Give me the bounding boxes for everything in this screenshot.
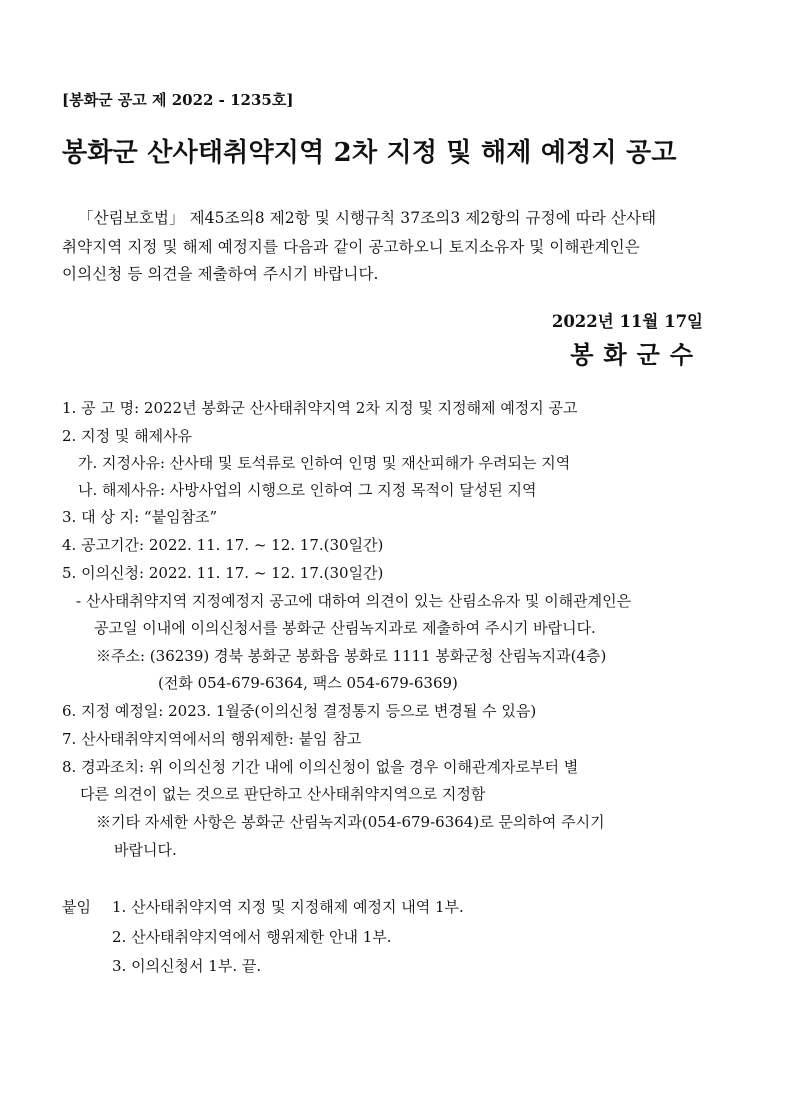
issuer-name: 봉화군수 xyxy=(570,340,703,369)
item-2-designation-reason: 가. 지정사유: 산사태 및 토석류로 인하여 인명 및 재산피해가 우려되는 지역 xyxy=(78,454,571,472)
item-5-detail: - 산사태취약지역 지정예정지 공고에 대하여 의견이 있는 산림소유자 및 이해관계인은 xyxy=(76,592,632,610)
item-5-detail: 공고일 이내에 이의신청서를 봉화군 산림녹지과로 제출하여 주시기 바랍니다. xyxy=(94,619,596,637)
item-2-reason: 2. 지정 및 해제사유 xyxy=(62,427,193,445)
notice-date: 2022년 11월 17일 xyxy=(551,312,703,331)
item-5-objection: 5. 이의신청: 2022. 11. 17. ~ 12. 17.(30일간) xyxy=(62,564,384,582)
intro-line: 취약지역 지정 및 해제 예정지를 다음과 같이 공고하오니 토지소유자 및 이해관계인은 xyxy=(62,238,640,256)
item-5-address: ※주소: (36239) 경북 봉화군 봉화읍 봉화로 1111 봉화군청 산림녹지과(4층) xyxy=(96,647,607,665)
intro-line: 이의신청 등 의견을 제출하여 주시기 바랍니다. xyxy=(62,265,379,283)
item-8-inquiry-cont: 바랍니다. xyxy=(114,841,177,859)
item-8-transition: 8. 경과조치: 위 이의신청 기간 내에 이의신청이 없을 경우 이해관계자로부터 별 xyxy=(62,758,579,776)
item-7-restriction: 7. 산사태취약지역에서의 행위제한: 붙임 참고 xyxy=(62,730,362,748)
item-8-transition-cont: 다른 의견이 없는 것으로 판단하고 산사태취약지역으로 지정함 xyxy=(80,785,486,803)
attachment-item: 3. 이의신청서 1부. 끝. xyxy=(112,957,262,975)
item-2-release-reason: 나. 해제사유: 사방사업의 시행으로 인하여 그 지정 목적이 달성된 지역 xyxy=(78,481,537,499)
notice-number: [봉화군 공고 제 2022 - 1235호] xyxy=(62,91,294,109)
item-4-period: 4. 공고기간: 2022. 11. 17. ~ 12. 17.(30일간) xyxy=(62,536,384,554)
item-3-target: 3. 대 상 지: “붙임참조” xyxy=(62,508,218,526)
item-8-inquiry: ※기타 자세한 사항은 봉화군 산림녹지과(054-679-6364)로 문의하여 주시기 xyxy=(96,813,605,831)
intro-line: 「산림보호법」 제45조의8 제2항 및 시행규칙 37조의3 제2항의 규정에 따라 산사태 xyxy=(78,209,657,227)
attachment-item: 2. 산사태취약지역에서 행위제한 안내 1부. xyxy=(112,928,392,946)
item-6-scheduled-date: 6. 지정 예정일: 2023. 1월중(이의신청 결정통지 등으로 변경될 수 있음) xyxy=(62,702,537,720)
item-1-notice-name: 1. 공 고 명: 2022년 봉화군 산사태취약지역 2차 지정 및 지정해제 예정지 공고 xyxy=(62,399,578,417)
attachments-label: 붙임 xyxy=(62,898,91,916)
attachment-item: 1. 산사태취약지역 지정 및 지정해제 예정지 내역 1부. xyxy=(112,898,464,916)
document-title: 봉화군 산사태취약지역 2차 지정 및 해제 예정지 공고 xyxy=(62,138,677,168)
item-5-contact: (전화 054-679-6364, 팩스 054-679-6369) xyxy=(158,674,458,692)
